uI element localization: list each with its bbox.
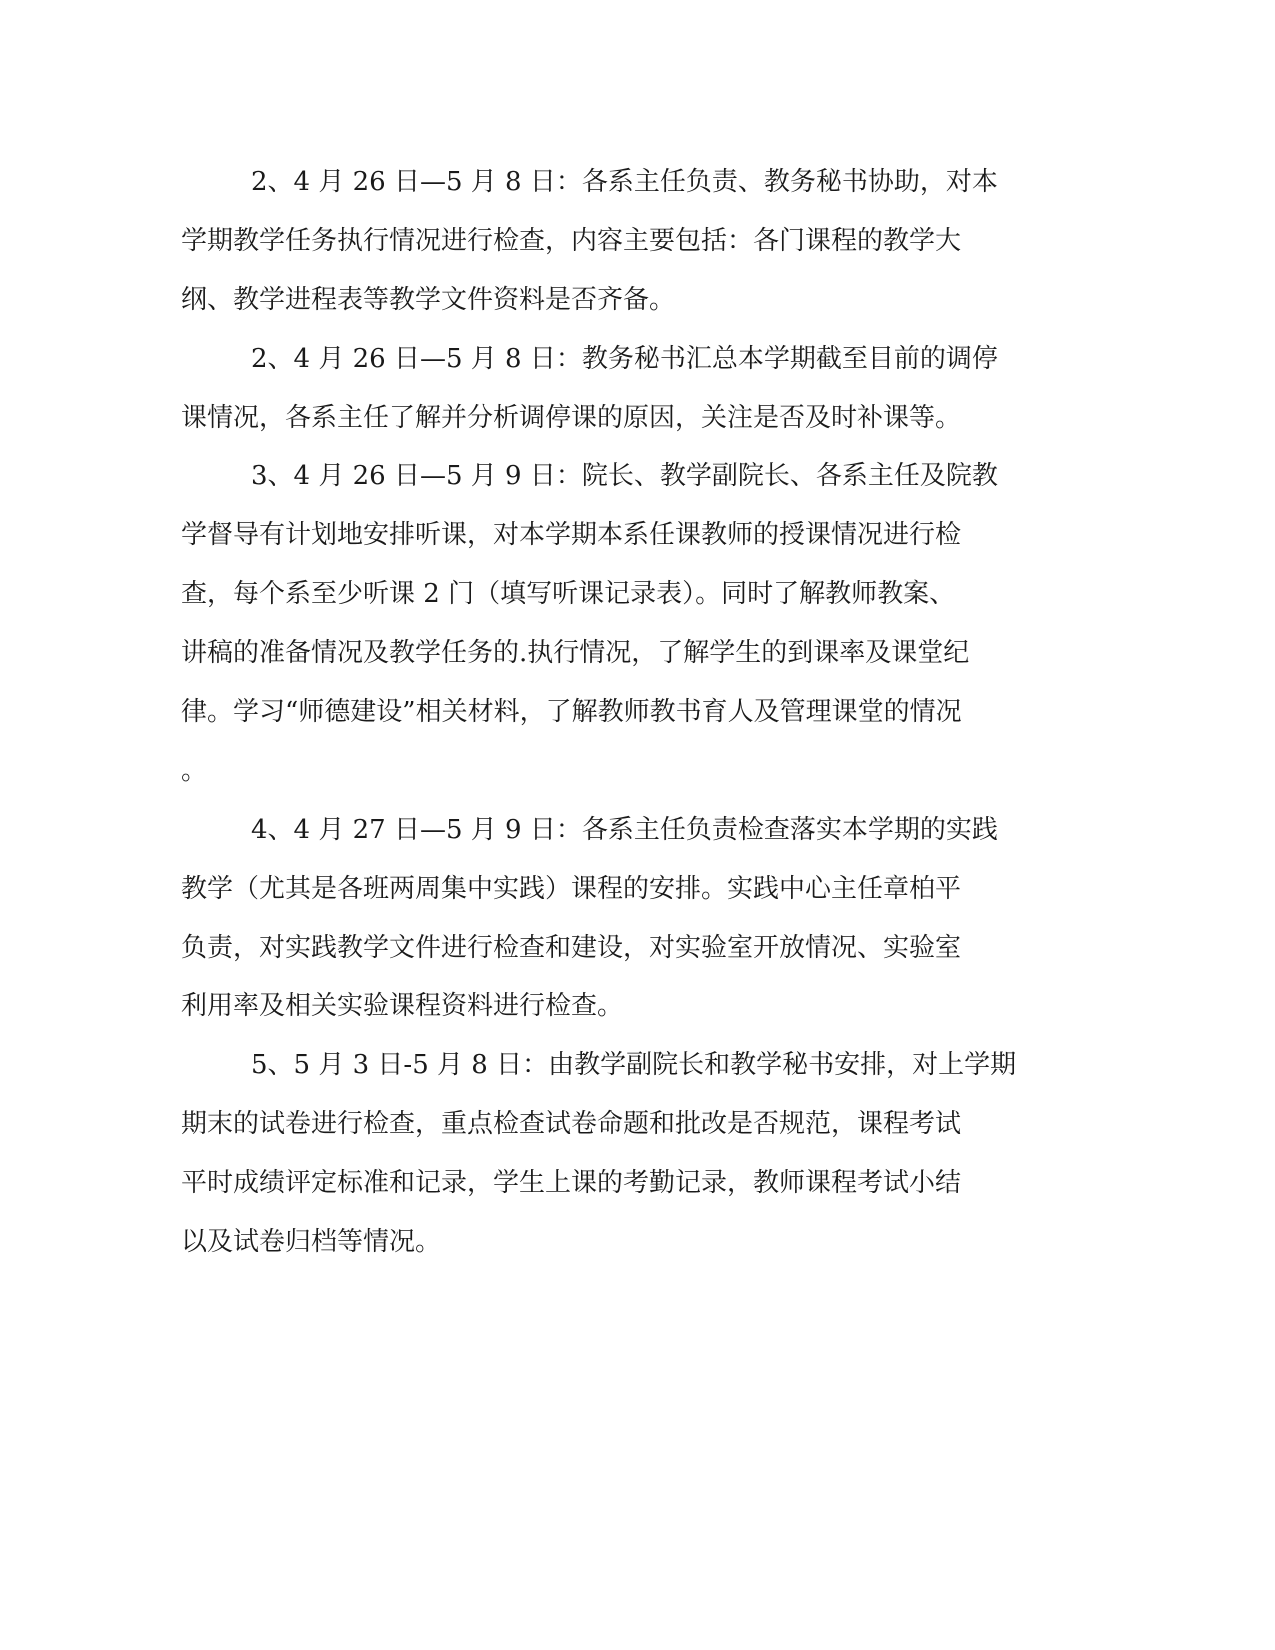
paragraph-5-line-3: 平时成绩评定标准和记录，学生上课的考勤记录，教师课程考试小结 bbox=[181, 1168, 962, 1199]
paragraph-3-line-6: 。 bbox=[181, 755, 208, 786]
paragraph-1-line-2: 学期教学任务执行情况进行检查，内容主要包括：各门课程的教学大 bbox=[181, 225, 962, 256]
paragraph-3-line-5: 律。学习“师德建设”相关材料，了解教师教书育人及管理课堂的情况 bbox=[181, 697, 962, 728]
paragraph-5-line-1: 5、5 月 3 日-5 月 8 日：由教学副院长和教学秘书安排，对上学期 bbox=[251, 1050, 1017, 1081]
paragraph-5-line-2: 期末的试卷进行检查，重点检查试卷命题和批改是否规范，课程考试 bbox=[181, 1109, 962, 1140]
document-body bbox=[181, 153, 1046, 1272]
paragraph-2-line-2: 课情况，各系主任了解并分析调停课的原因，关注是否及时补课等。 bbox=[181, 402, 962, 433]
paragraph-3-line-1: 3、4 月 26 日—5 月 9 日：院长、教学副院长、各系主任及院教 bbox=[251, 461, 998, 492]
paragraph-1-line-1: 2、4 月 26 日—5 月 8 日：各系主任负责、教务秘书协助，对本 bbox=[251, 167, 998, 197]
paragraph-4-line-2: 教学（尤其是各班两周集中实践）课程的安排。实践中心主任章柏平 bbox=[181, 873, 962, 904]
paragraph-2-line-1: 2、4 月 26 日—5 月 8 日：教务秘书汇总本学期截至目前的调停 bbox=[251, 343, 998, 374]
paragraph-3-line-4: 讲稿的准备情况及教学任务的.执行情况，了解学生的到课率及课堂纪 bbox=[181, 638, 970, 669]
paragraph-4-line-1: 4、4 月 27 日—5 月 9 日：各系主任负责检查落实本学期的实践 bbox=[251, 814, 998, 845]
paragraph-1-line-3: 纲、教学进程表等教学文件资料是否齐备。 bbox=[181, 284, 676, 315]
paragraph-3-line-3: 查，每个系至少听课 2 门（填写听课记录表）。同时了解教师教案、 bbox=[181, 579, 956, 610]
paragraph-4-line-4: 利用率及相关实验课程资料进行检查。 bbox=[181, 991, 624, 1022]
paragraph-4-line-3: 负责，对实践教学文件进行检查和建设，对实验室开放情况、实验室 bbox=[181, 932, 962, 963]
paragraph-3-line-2: 学督导有计划地安排听课，对本学期本系任课教师的授课情况进行检 bbox=[181, 520, 962, 551]
paragraph-5-line-4: 以及试卷归档等情况。 bbox=[181, 1227, 442, 1258]
